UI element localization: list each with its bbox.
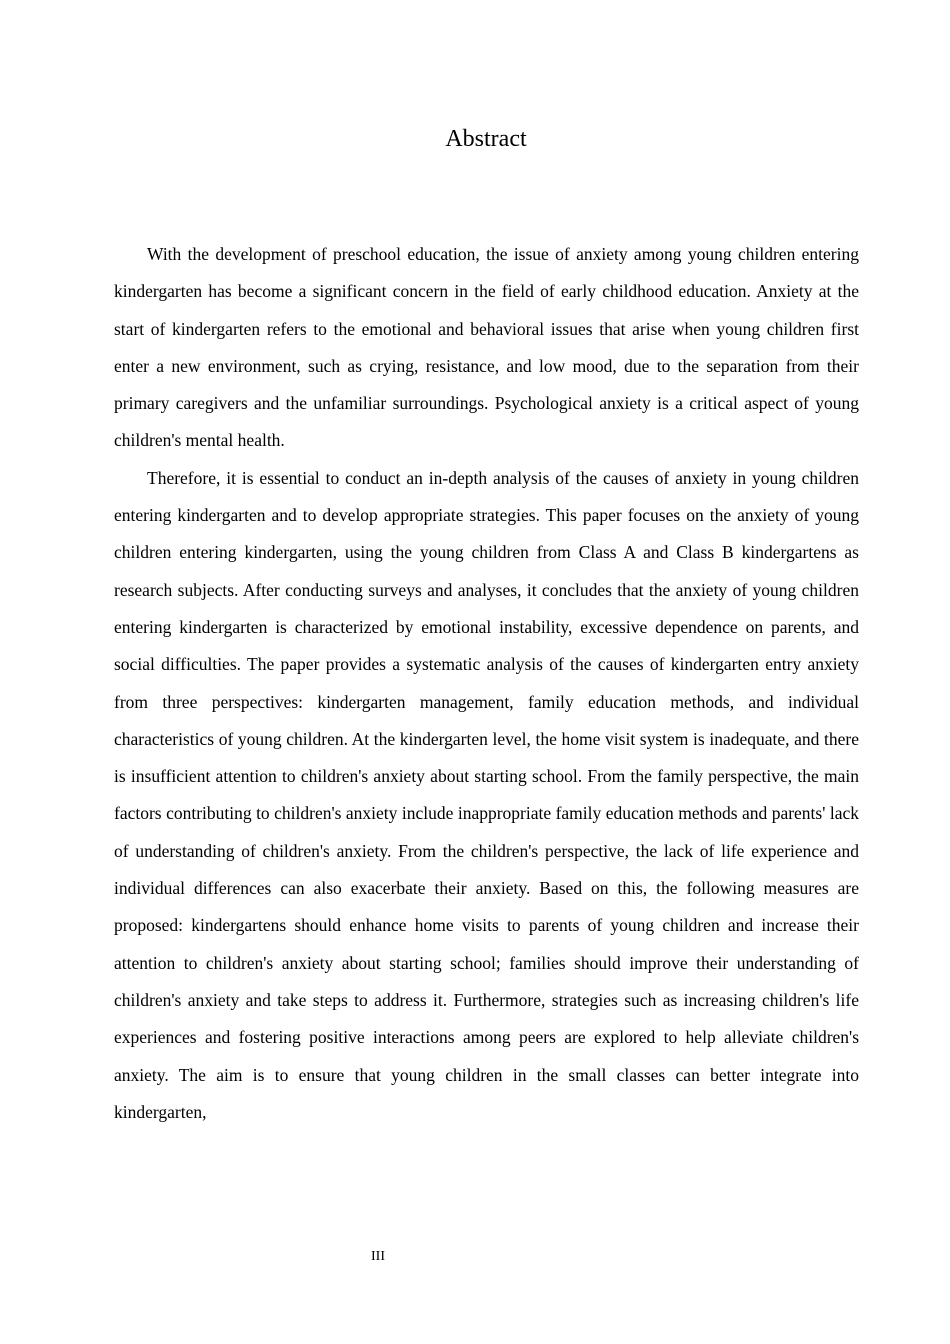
page-number: III [371, 1249, 385, 1264]
abstract-paragraph-1: With the development of preschool education, the issue of anxiety among young children entering kindergarten has become a significant concern in the field of early childhood education. Anxiety at the start of kindergarten refers to the emotional and behavioral issues that arise when young children first enter a new environment, such as crying, resistance, and low mood, due to the separation from their primary caregivers and the unfamiliar surroundings. Psychological anxiety is a critical aspect of young children's mental health. [114, 244, 859, 451]
abstract-body [114, 236, 859, 1131]
abstract-title: Abstract [445, 126, 527, 152]
abstract-paragraph-2: Therefore, it is essential to conduct an in-depth analysis of the causes of anxiety in young children entering kindergarten and to develop appropriate strategies. This paper focuses on the anxiety of young children entering kindergarten, using the young children from Class A and Class B kindergartens as research subjects. After conducting surveys and analyses, it concludes that the anxiety of young children entering kindergarten is characterized by emotional instability, excessive dependence on parents, and social difficulties. The paper provides a systematic analysis of the causes of kindergarten entry anxiety from three perspectives: kindergarten management, family education methods, and individual characteristics of young children. At the kindergarten level, the home visit system is inadequate, and there is insufficient attention to children's anxiety about starting school. From the family perspective, the main factors contributing to children's anxiety include inappropriate family education methods and parents' lack of understanding of children's anxiety. From the children's perspective, the lack of life experience and individual differences can also exacerbate their anxiety. Based on this, the following measures are proposed: kindergartens should enhance home visits to parents of young children and increase their attention to children's anxiety about starting school; families should improve their understanding of children's anxiety and take steps to address it. Furthermore, strategies such as increasing children's life experiences and fostering positive interactions among peers are explored to help alleviate children's anxiety. The aim is to ensure that young children in the small classes can better integrate into kindergarten, [114, 467, 859, 1122]
